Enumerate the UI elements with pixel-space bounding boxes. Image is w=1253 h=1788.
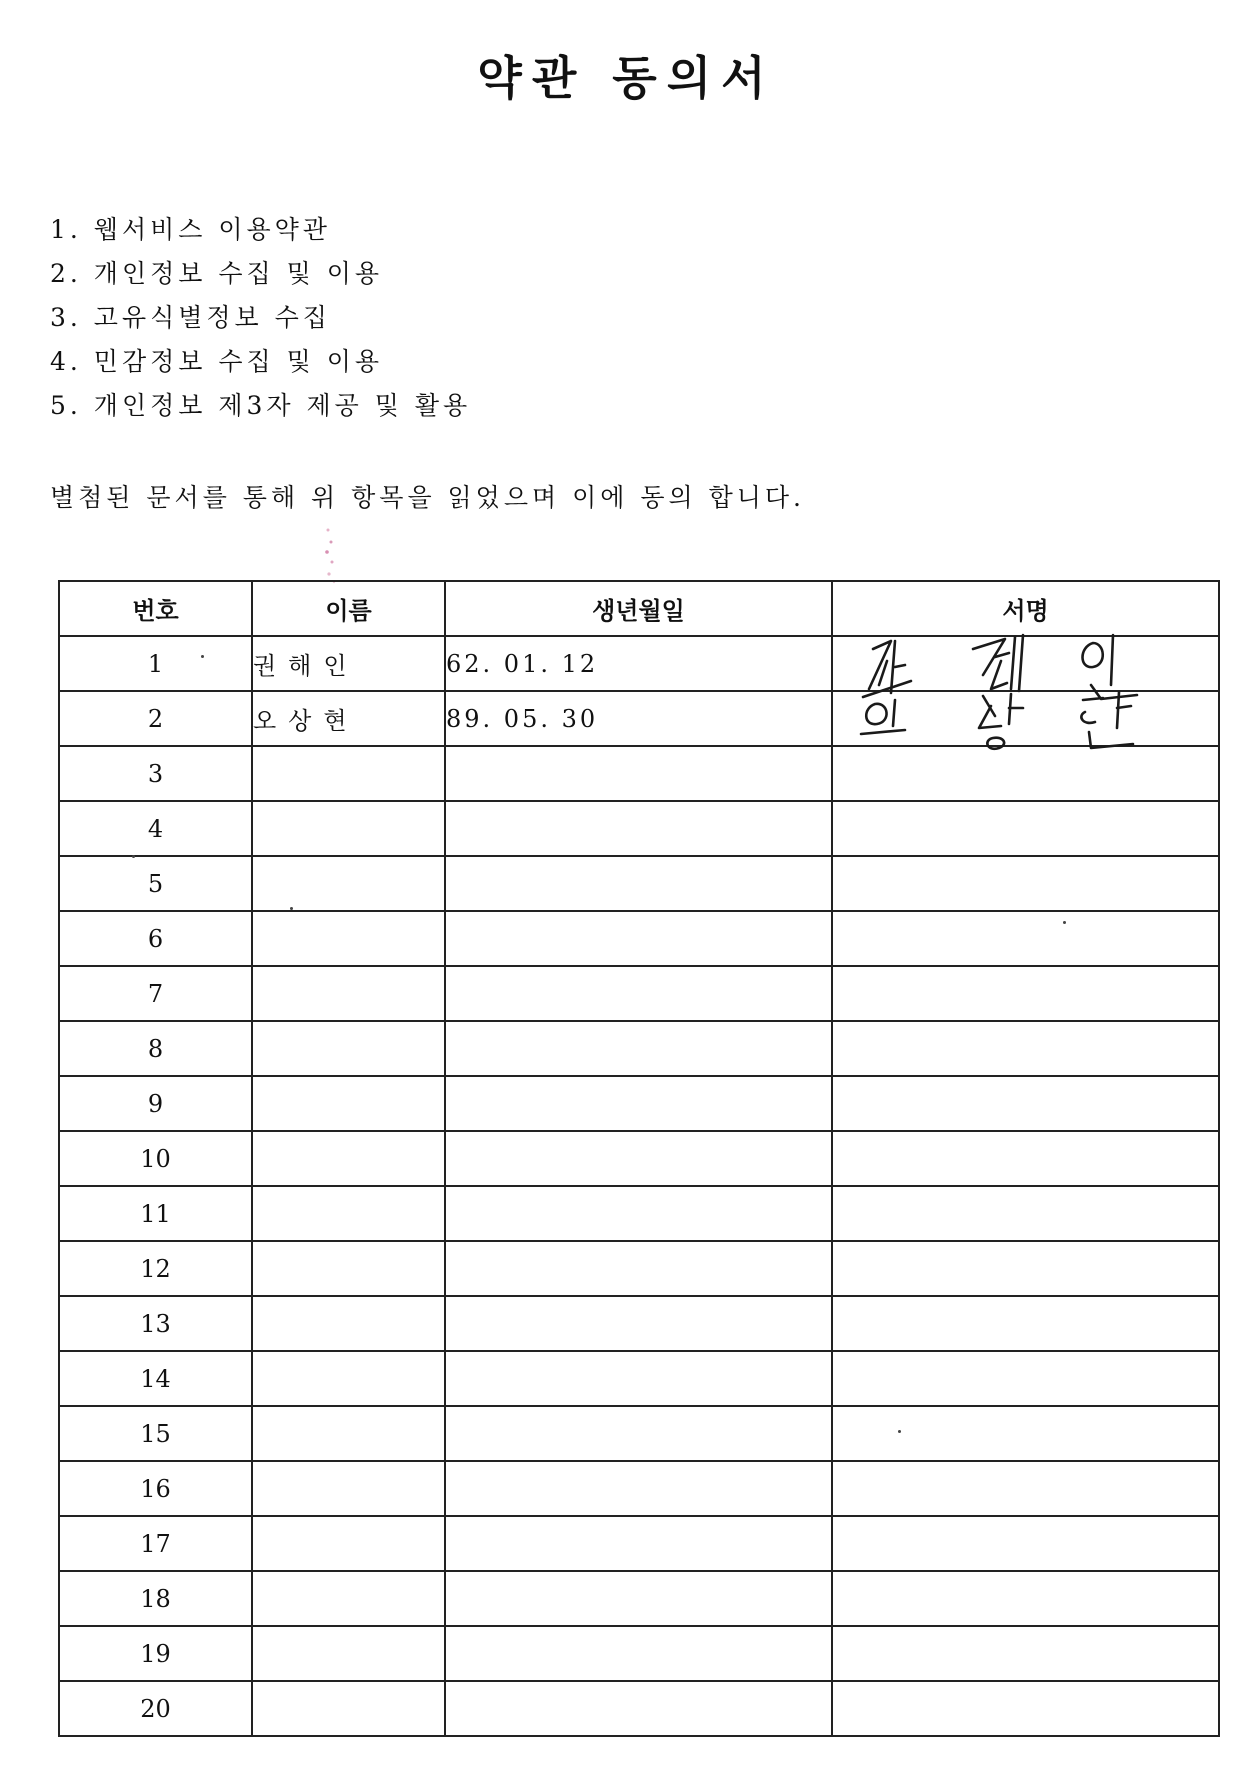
row-birthdate — [445, 1241, 832, 1296]
table-row — [59, 1406, 1219, 1461]
row-birthdate — [445, 1296, 832, 1351]
terms-item: 2. 개인정보 수집 및 이용 — [50, 259, 383, 288]
row-name — [252, 1406, 445, 1461]
row-number: 10 — [59, 1131, 252, 1186]
row-signature — [832, 1021, 1219, 1076]
row-signature — [832, 1406, 1219, 1461]
row-signature — [832, 1681, 1219, 1736]
terms-item: 4. 민감정보 수집 및 이용 — [50, 347, 383, 376]
row-birthdate — [445, 746, 832, 801]
signature-table — [58, 580, 1220, 1737]
column-header-signature: 서명 — [832, 581, 1219, 636]
scan-speck — [1063, 921, 1066, 924]
handwritten-signature — [833, 682, 1220, 752]
column-header-name: 이름 — [252, 581, 445, 636]
row-birthdate — [445, 1406, 832, 1461]
row-number: 16 — [59, 1461, 252, 1516]
row-birthdate: 62. 01. 12 — [445, 636, 832, 691]
row-name — [252, 1626, 445, 1681]
row-birthdate — [445, 1021, 832, 1076]
row-signature — [832, 1571, 1219, 1626]
row-name — [252, 966, 445, 1021]
row-birthdate — [445, 1186, 832, 1241]
row-name — [252, 1516, 445, 1571]
scan-speck — [898, 1430, 901, 1433]
row-birthdate — [445, 856, 832, 911]
row-birthdate — [445, 1516, 832, 1571]
row-signature — [832, 1076, 1219, 1131]
table-row — [59, 856, 1219, 911]
row-number: 1 — [59, 636, 252, 691]
table-row — [59, 1131, 1219, 1186]
row-signature — [832, 691, 1219, 746]
row-name — [252, 1461, 445, 1516]
row-number: 15 — [59, 1406, 252, 1461]
row-number: 14 — [59, 1351, 252, 1406]
row-number: 5 — [59, 856, 252, 911]
row-signature — [832, 1241, 1219, 1296]
row-name — [252, 746, 445, 801]
row-signature — [832, 1626, 1219, 1681]
row-number: 20 — [59, 1681, 252, 1736]
row-name — [252, 1076, 445, 1131]
consent-statement: 별첨된 문서를 통해 위 항목을 읽었으며 이에 동의 합니다. — [50, 483, 805, 512]
row-number: 18 — [59, 1571, 252, 1626]
row-signature — [832, 746, 1219, 801]
row-number: 4 — [59, 801, 252, 856]
row-birthdate — [445, 1461, 832, 1516]
row-signature — [832, 1351, 1219, 1406]
terms-item: 3. 고유식별정보 수집 — [50, 303, 331, 332]
table-row — [59, 1461, 1219, 1516]
table-row — [59, 911, 1219, 966]
row-name — [252, 1021, 445, 1076]
row-name — [252, 1681, 445, 1736]
row-name: 권해인 — [252, 636, 445, 691]
scan-speck — [201, 655, 204, 658]
row-birthdate — [445, 1131, 832, 1186]
row-signature — [832, 1461, 1219, 1516]
row-birthdate — [445, 1351, 832, 1406]
scan-speck — [132, 855, 135, 858]
row-signature — [832, 1296, 1219, 1351]
row-name — [252, 1186, 445, 1241]
row-signature — [832, 1516, 1219, 1571]
table-row — [59, 1351, 1219, 1406]
row-name: 오상현 — [252, 691, 445, 746]
row-birthdate — [445, 1681, 832, 1736]
table-row — [59, 1076, 1219, 1131]
row-signature — [832, 856, 1219, 911]
row-name — [252, 1351, 445, 1406]
table-row — [59, 1296, 1219, 1351]
row-number: 11 — [59, 1186, 252, 1241]
row-signature — [832, 801, 1219, 856]
row-number: 2 — [59, 691, 252, 746]
row-signature — [832, 1131, 1219, 1186]
scan-stain-mark — [322, 524, 338, 588]
row-number: 12 — [59, 1241, 252, 1296]
terms-item: 1. 웹서비스 이용약관 — [50, 215, 331, 244]
row-name — [252, 1241, 445, 1296]
row-birthdate — [445, 966, 832, 1021]
table-row — [59, 801, 1219, 856]
table-row — [59, 1021, 1219, 1076]
row-birthdate — [445, 801, 832, 856]
column-header-number: 번호 — [59, 581, 252, 636]
row-name — [252, 856, 445, 911]
table-row — [59, 1186, 1219, 1241]
row-number: 7 — [59, 966, 252, 1021]
scan-speck — [290, 907, 293, 910]
row-number: 6 — [59, 911, 252, 966]
column-header-birthdate: 생년월일 — [445, 581, 832, 636]
row-number: 19 — [59, 1626, 252, 1681]
row-number: 3 — [59, 746, 252, 801]
table-row — [59, 1571, 1219, 1626]
table-row — [59, 1241, 1219, 1296]
row-number: 17 — [59, 1516, 252, 1571]
row-birthdate — [445, 1626, 832, 1681]
table-row — [59, 1626, 1219, 1681]
table-row — [59, 1516, 1219, 1571]
table-row — [59, 746, 1219, 801]
table-row — [59, 966, 1219, 1021]
row-name — [252, 911, 445, 966]
row-name — [252, 1131, 445, 1186]
row-number: 13 — [59, 1296, 252, 1351]
row-number: 9 — [59, 1076, 252, 1131]
terms-item: 5. 개인정보 제3자 제공 및 활용 — [50, 391, 472, 420]
row-birthdate — [445, 911, 832, 966]
row-number: 8 — [59, 1021, 252, 1076]
row-birthdate — [445, 1571, 832, 1626]
row-signature — [832, 1186, 1219, 1241]
row-name — [252, 1296, 445, 1351]
row-signature — [832, 966, 1219, 1021]
document-title: 약관 동의서 — [477, 51, 776, 105]
row-signature — [832, 911, 1219, 966]
table-row — [59, 1681, 1219, 1736]
row-birthdate: 89. 05. 30 — [445, 691, 832, 746]
table-row — [59, 691, 1219, 746]
terms-list — [50, 208, 471, 428]
row-name — [252, 1571, 445, 1626]
row-name — [252, 801, 445, 856]
row-birthdate — [445, 1076, 832, 1131]
